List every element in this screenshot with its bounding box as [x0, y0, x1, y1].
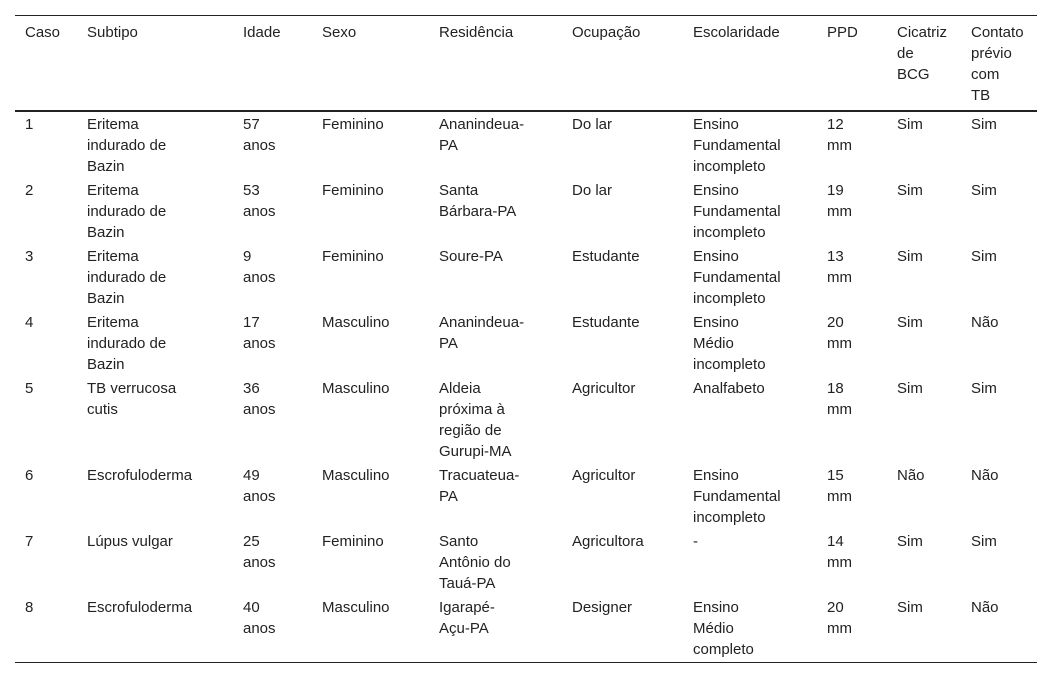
cell-ppd: 20 mm: [827, 599, 852, 637]
cell-sexo: Feminino: [322, 533, 384, 550]
header-ocupacao: Ocupação: [572, 24, 641, 41]
cell-subtipo: TB verrucosa cutis: [87, 380, 177, 418]
cell-residencia: Ananindeua- PA: [439, 116, 525, 154]
cell-cicatriz-bcg: Sim: [897, 182, 923, 199]
cell-subtipo: Eritema indurado de Bazin: [87, 314, 167, 373]
table-row: [15, 376, 1037, 463]
cell-idade: 53 anos: [243, 182, 276, 220]
cell-ocupacao: Estudante: [572, 248, 640, 265]
header-cicatriz-bcg: Cicatriz de BCG: [897, 24, 948, 83]
cell-cicatriz-bcg: Sim: [897, 248, 923, 265]
header-contato-tb: Contato prévio com TB: [971, 24, 1024, 104]
cell-contato-tb: Sim: [971, 182, 997, 199]
case-table: [15, 15, 1037, 663]
header-caso: Caso: [25, 24, 61, 41]
header-idade: Idade: [243, 24, 281, 41]
cell-sexo: Feminino: [322, 182, 384, 199]
table-row: [15, 463, 1037, 529]
header-subtipo: Subtipo: [87, 24, 138, 41]
table-row: [15, 529, 1037, 595]
cell-escolaridade: Ensino Fundamental incompleto: [693, 467, 781, 526]
cell-escolaridade: Ensino Médio completo: [693, 599, 754, 658]
cell-caso: 1: [25, 116, 34, 133]
cell-cicatriz-bcg: Sim: [897, 599, 923, 616]
cell-residencia: Santo Antônio do Tauá-PA: [439, 533, 511, 592]
cell-escolaridade: Ensino Médio incompleto: [693, 314, 766, 373]
cell-cicatriz-bcg: Não: [897, 467, 925, 484]
cell-caso: 2: [25, 182, 34, 199]
cell-residencia: Santa Bárbara-PA: [439, 182, 517, 220]
cell-ppd: 14 mm: [827, 533, 852, 571]
cell-contato-tb: Sim: [971, 116, 997, 133]
cell-caso: 6: [25, 467, 34, 484]
cell-contato-tb: Não: [971, 314, 999, 331]
cell-residencia: Soure-PA: [439, 248, 503, 265]
cell-residencia: Aldeia próxima à região de Gurupi-MA: [439, 380, 512, 460]
case-table-container: [15, 15, 1037, 663]
cell-ocupacao: Designer: [572, 599, 633, 616]
cell-sexo: Masculino: [322, 380, 390, 397]
header-ppd: PPD: [827, 24, 858, 41]
header-residencia: Residência: [439, 24, 514, 41]
cell-ocupacao: Agricultora: [572, 533, 644, 550]
table-row: [15, 595, 1037, 663]
cell-ppd: 15 mm: [827, 467, 852, 505]
cell-ppd: 12 mm: [827, 116, 852, 154]
cell-sexo: Masculino: [322, 467, 390, 484]
table-row: [15, 111, 1037, 178]
cell-residencia: Tracuateua- PA: [439, 467, 520, 505]
cell-subtipo: Escrofuloderma: [87, 599, 193, 616]
cell-escolaridade: Analfabeto: [693, 380, 765, 397]
cell-sexo: Feminino: [322, 248, 384, 265]
cell-idade: 17 anos: [243, 314, 276, 352]
header-row: [15, 16, 1037, 112]
cell-ppd: 19 mm: [827, 182, 852, 220]
cell-contato-tb: Não: [971, 599, 999, 616]
cell-contato-tb: Sim: [971, 533, 997, 550]
cell-cicatriz-bcg: Sim: [897, 314, 923, 331]
cell-subtipo: Eritema indurado de Bazin: [87, 116, 167, 175]
cell-caso: 3: [25, 248, 34, 265]
cell-cicatriz-bcg: Sim: [897, 533, 923, 550]
cell-contato-tb: Sim: [971, 248, 997, 265]
cell-cicatriz-bcg: Sim: [897, 380, 923, 397]
cell-residencia: Ananindeua- PA: [439, 314, 525, 352]
cell-subtipo: Lúpus vulgar: [87, 533, 173, 550]
cell-caso: 8: [25, 599, 34, 616]
table-body: [15, 111, 1037, 663]
cell-ocupacao: Agricultor: [572, 467, 636, 484]
cell-ppd: 20 mm: [827, 314, 852, 352]
table-row: [15, 178, 1037, 244]
header-escolaridade: Escolaridade: [693, 24, 780, 41]
cell-caso: 4: [25, 314, 34, 331]
cell-idade: 36 anos: [243, 380, 276, 418]
cell-escolaridade: Ensino Fundamental incompleto: [693, 182, 781, 241]
cell-sexo: Masculino: [322, 314, 390, 331]
cell-sexo: Feminino: [322, 116, 384, 133]
cell-ocupacao: Agricultor: [572, 380, 636, 397]
cell-subtipo: Eritema indurado de Bazin: [87, 182, 167, 241]
cell-caso: 5: [25, 380, 34, 397]
cell-ocupacao: Do lar: [572, 116, 613, 133]
cell-contato-tb: Não: [971, 467, 999, 484]
table-header: [15, 16, 1037, 112]
cell-idade: 9 anos: [243, 248, 276, 286]
cell-ppd: 13 mm: [827, 248, 852, 286]
cell-subtipo: Escrofuloderma: [87, 467, 193, 484]
cell-sexo: Masculino: [322, 599, 390, 616]
table-row: [15, 310, 1037, 376]
cell-idade: 25 anos: [243, 533, 276, 571]
cell-contato-tb: Sim: [971, 380, 997, 397]
cell-ocupacao: Do lar: [572, 182, 613, 199]
cell-escolaridade: Ensino Fundamental incompleto: [693, 116, 781, 175]
cell-caso: 7: [25, 533, 34, 550]
cell-escolaridade: Ensino Fundamental incompleto: [693, 248, 781, 307]
cell-escolaridade: -: [693, 533, 698, 550]
cell-ocupacao: Estudante: [572, 314, 640, 331]
table-row: [15, 244, 1037, 310]
cell-idade: 40 anos: [243, 599, 276, 637]
header-sexo: Sexo: [322, 24, 357, 41]
cell-cicatriz-bcg: Sim: [897, 116, 923, 133]
cell-idade: 57 anos: [243, 116, 276, 154]
cell-idade: 49 anos: [243, 467, 276, 505]
cell-subtipo: Eritema indurado de Bazin: [87, 248, 167, 307]
cell-ppd: 18 mm: [827, 380, 852, 418]
cell-residencia: Igarapé- Açu-PA: [439, 599, 495, 637]
